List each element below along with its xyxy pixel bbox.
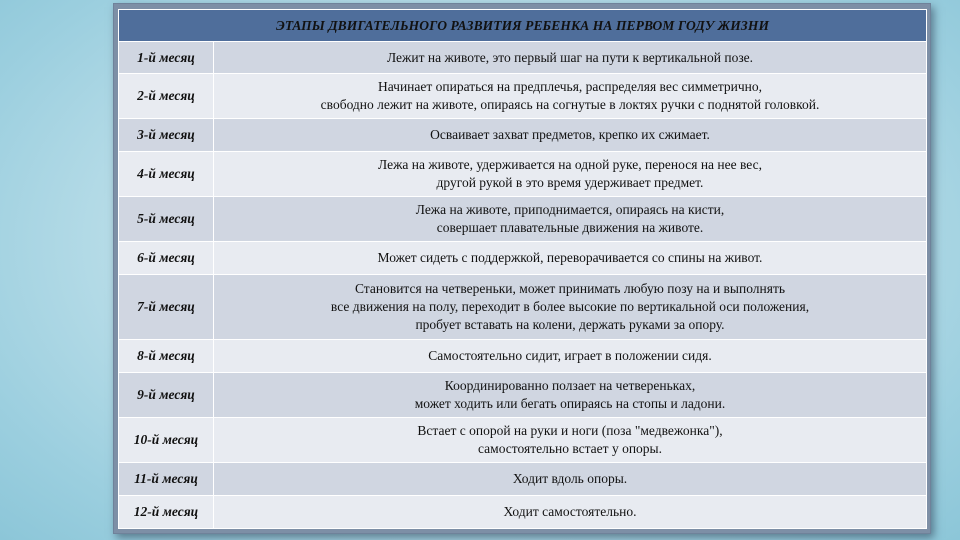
description-cell bbox=[214, 74, 927, 119]
description-cell bbox=[214, 119, 927, 152]
month-cell: 4-й месяц bbox=[119, 152, 214, 197]
description-cell bbox=[214, 275, 927, 340]
table-row bbox=[119, 74, 927, 119]
description-line: Может сидеть с поддержкой, переворачивается со спины на живот. bbox=[377, 250, 763, 265]
description-line: Ходит вдоль опоры. bbox=[512, 471, 628, 486]
description-cell bbox=[214, 42, 927, 74]
description-cell bbox=[214, 418, 927, 463]
description-line: свободно лежит на животе, опираясь на согнутые в локтях ручки с поднятой головкой. bbox=[320, 97, 820, 112]
description-line: Лежит на животе, это первый шаг на пути к вертикальной позе. bbox=[386, 49, 754, 65]
month-cell: 8-й месяц bbox=[119, 340, 214, 373]
table-row bbox=[119, 340, 927, 373]
description-line: другой рукой в это время удерживает предмет. bbox=[436, 175, 704, 190]
description-line: самостоятельно встает у опоры. bbox=[478, 441, 662, 456]
table-row bbox=[119, 197, 927, 242]
description-line: совершает плавательные движения на животе. bbox=[436, 220, 704, 235]
description-cell bbox=[214, 496, 927, 529]
month-cell: 9-й месяц bbox=[119, 373, 214, 418]
description-cell bbox=[214, 197, 927, 242]
table-row bbox=[119, 42, 927, 74]
description-line: Координированно ползает на четвереньках, bbox=[444, 378, 696, 393]
table-row bbox=[119, 242, 927, 275]
description-cell bbox=[214, 152, 927, 197]
description-line: пробует вставать на колени, держать руками за опору. bbox=[415, 317, 725, 332]
description-line: Самостоятельно сидит, играет в положении сидя. bbox=[428, 348, 712, 363]
description-line: Осваивает захват предметов, крепко их сжимает. bbox=[430, 127, 710, 142]
table-body bbox=[119, 42, 927, 529]
table-row bbox=[119, 119, 927, 152]
month-cell: 3-й месяц bbox=[119, 119, 214, 152]
description-line: Начинает опираться на предплечья, распределяя вес симметрично, bbox=[377, 79, 763, 94]
description-line: все движения на полу, переходит в более высокие по вертикальной оси положения, bbox=[330, 299, 810, 314]
month-cell: 7-й месяц bbox=[119, 275, 214, 340]
motor-development-table bbox=[118, 9, 927, 529]
description-cell bbox=[214, 242, 927, 275]
description-line: Лежа на животе, приподнимается, опираясь на кисти, bbox=[415, 202, 725, 217]
month-cell: 5-й месяц bbox=[119, 197, 214, 242]
description-line: Ходит самостоятельно. bbox=[503, 504, 637, 519]
month-cell: 6-й месяц bbox=[119, 242, 214, 275]
month-cell: 12-й месяц bbox=[119, 496, 214, 529]
description-line: может ходить или бегать опираясь на стопы и ладони. bbox=[414, 396, 726, 411]
table-row bbox=[119, 275, 927, 340]
description-line: Лежа на животе, удерживается на одной руке, перенося на нее вес, bbox=[378, 157, 762, 172]
table-row bbox=[119, 373, 927, 418]
table-row bbox=[119, 463, 927, 496]
slide-frame bbox=[113, 3, 931, 534]
table-row bbox=[119, 152, 927, 197]
table-row bbox=[119, 418, 927, 463]
description-cell bbox=[214, 340, 927, 373]
month-cell: 2-й месяц bbox=[119, 74, 214, 119]
description-cell bbox=[214, 373, 927, 418]
month-cell: 1-й месяц bbox=[119, 42, 214, 74]
table-title: ЭТАПЫ ДВИГАТЕЛЬНОГО РАЗВИТИЯ РЕБЕНКА НА ПЕРВОМ ГОДУ ЖИЗНИ bbox=[119, 10, 927, 42]
description-line: Встает с опорой на руки и ноги (поза "медвежонка"), bbox=[417, 423, 723, 438]
month-cell: 10-й месяц bbox=[119, 418, 214, 463]
description-cell bbox=[214, 463, 927, 496]
description-line: Становится на четвереньки, может принимать любую позу на и выполнять bbox=[354, 281, 786, 296]
month-cell: 11-й месяц bbox=[119, 463, 214, 496]
table-row bbox=[119, 496, 927, 529]
